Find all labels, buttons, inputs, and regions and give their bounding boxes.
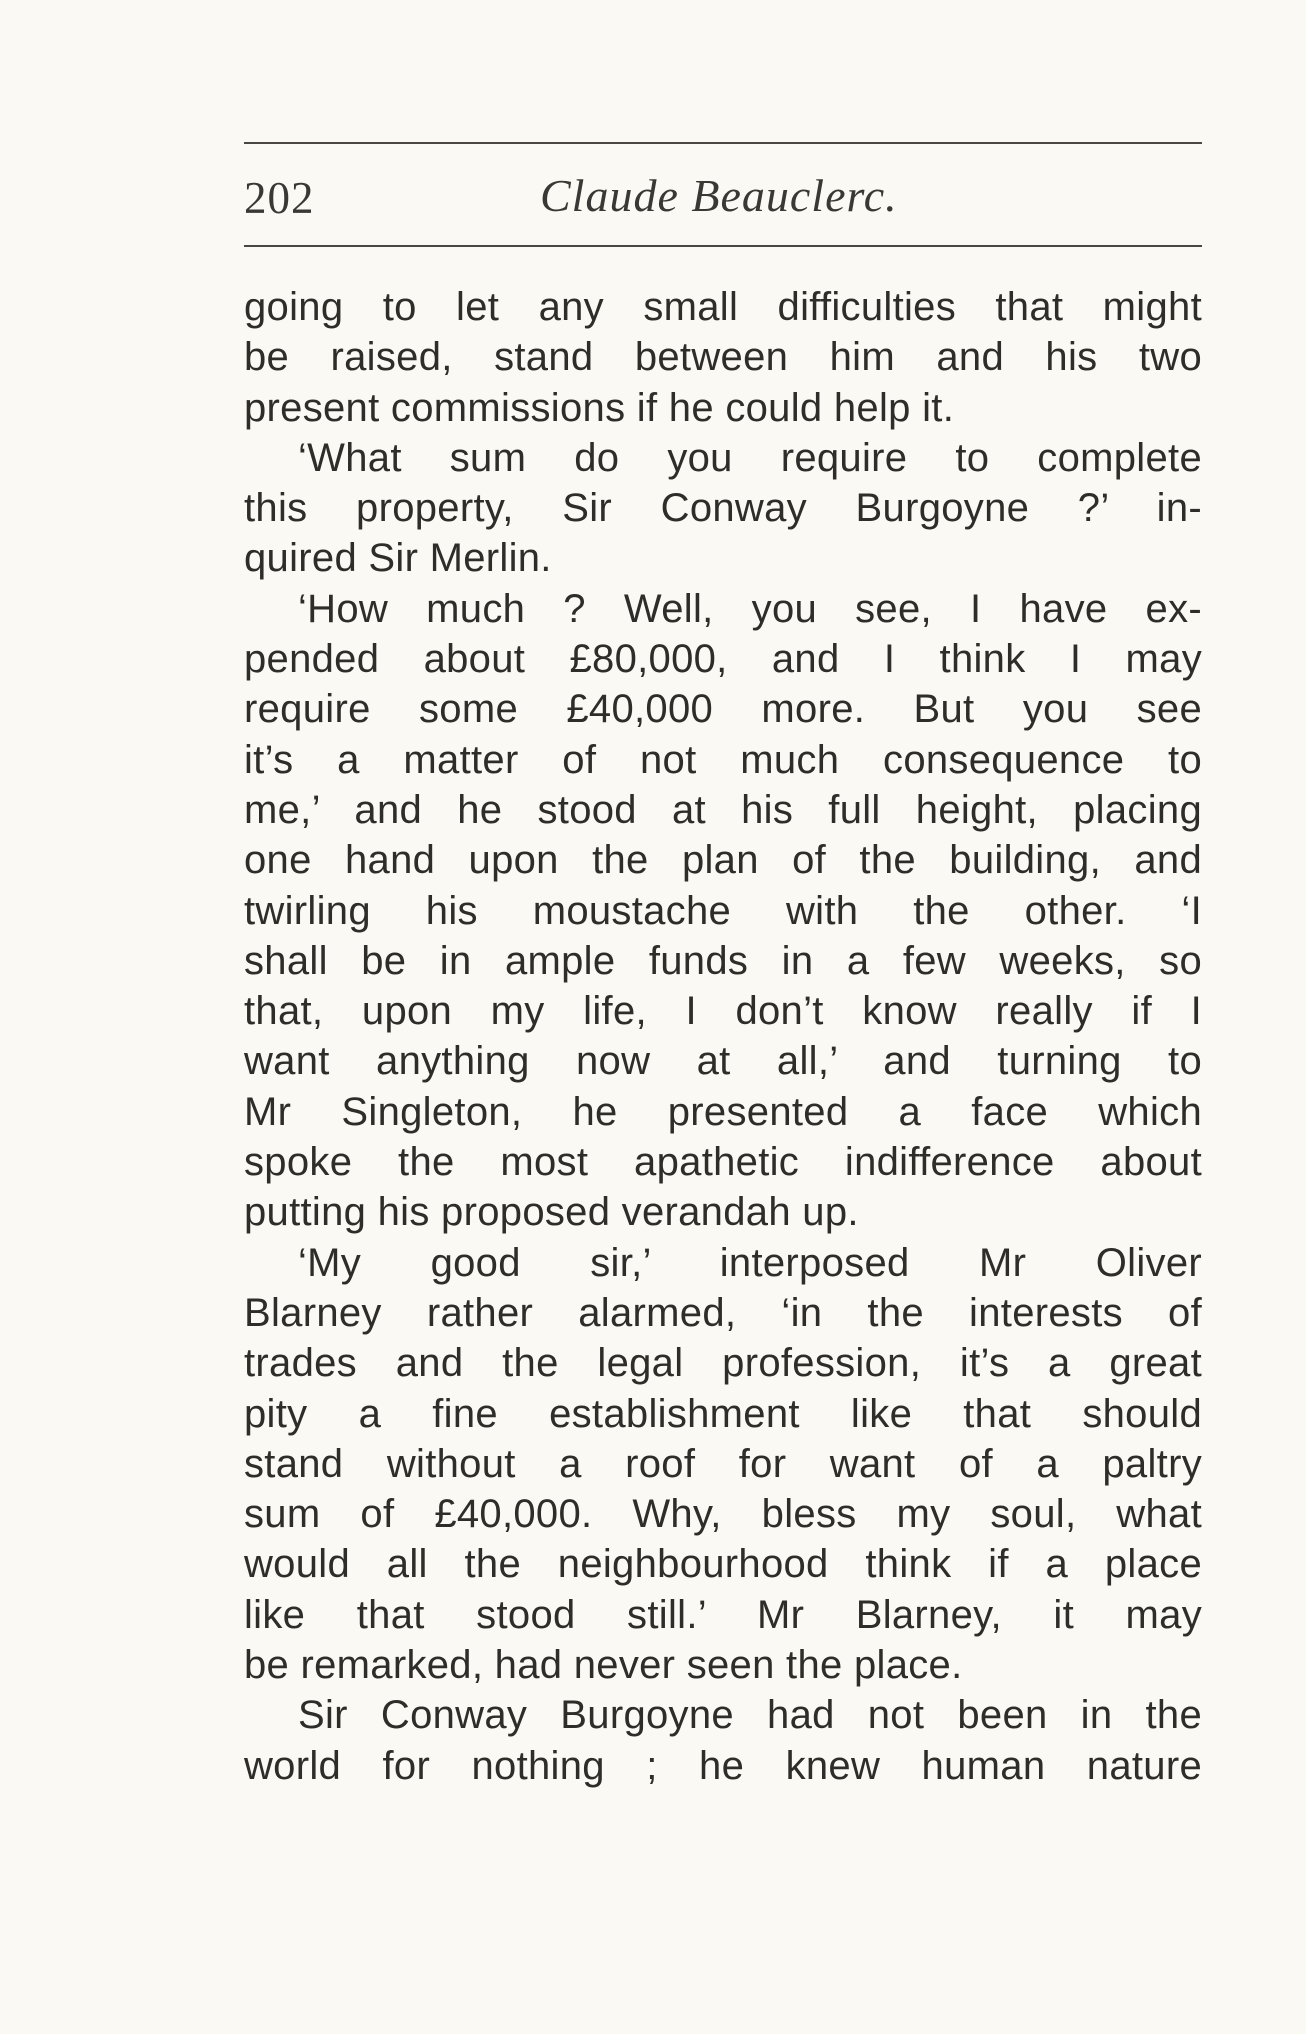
text-line: pended about £80,000, and I think I may — [244, 637, 1202, 682]
body-text — [244, 282, 1202, 1791]
text-line: trades and the legal profession, it’s a great — [244, 1341, 1202, 1386]
text-line: require some £40,000 more. But you see — [244, 687, 1202, 732]
text-line: twirling his moustache with the other. ‘I — [244, 888, 1202, 933]
text-line: spoke the most apathetic indifference about — [244, 1140, 1202, 1185]
text-line: this property, Sir Conway Burgoyne ?’ in- — [244, 486, 1202, 531]
text-line: be raised, stand between him and his two — [244, 335, 1202, 380]
text-line: ‘What sum do you require to complete — [298, 435, 1202, 480]
text-line: quired Sir Merlin. — [244, 536, 552, 581]
text-line: ‘My good sir,’ interposed Mr Oliver — [298, 1240, 1202, 1285]
running-title: Claude Beauclerc. — [540, 170, 898, 221]
text-line: one hand upon the plan of the building, and — [244, 838, 1202, 883]
header-top-rule — [244, 142, 1202, 144]
text-line: pity a fine establishment like that should — [244, 1391, 1202, 1436]
header-bottom-rule — [244, 245, 1202, 247]
text-line: it’s a matter of not much consequence to — [244, 737, 1202, 782]
text-line: Sir Conway Burgoyne had not been in the — [298, 1693, 1202, 1738]
text-line: shall be in ample funds in a few weeks, so — [244, 938, 1202, 983]
text-line: want anything now at all,’ and turning to — [244, 1039, 1202, 1084]
text-line: like that stood still.’ Mr Blarney, it may — [244, 1592, 1202, 1637]
text-line: be remarked, had never seen the place. — [244, 1643, 963, 1688]
text-line: would all the neighbourhood think if a place — [244, 1542, 1202, 1587]
text-line: Blarney rather alarmed, ‘in the interests of — [244, 1290, 1202, 1335]
text-line: Mr Singleton, he presented a face which — [244, 1089, 1202, 1134]
text-line: that, upon my life, I don’t know really if I — [244, 989, 1202, 1034]
text-line: going to let any small difficulties that might — [244, 285, 1202, 329]
text-line: ‘How much ? Well, you see, I have ex- — [298, 586, 1202, 631]
page-number: 202 — [244, 173, 315, 223]
text-line: stand without a roof for want of a paltry — [244, 1441, 1202, 1486]
text-line: me,’ and he stood at his full height, placing — [244, 787, 1202, 832]
text-line: present commissions if he could help it. — [244, 385, 955, 430]
text-line: putting his proposed verandah up. — [244, 1190, 859, 1235]
text-line: sum of £40,000. Why, bless my soul, what — [244, 1492, 1202, 1537]
text-line: world for nothing ; he knew human nature — [244, 1743, 1202, 1788]
